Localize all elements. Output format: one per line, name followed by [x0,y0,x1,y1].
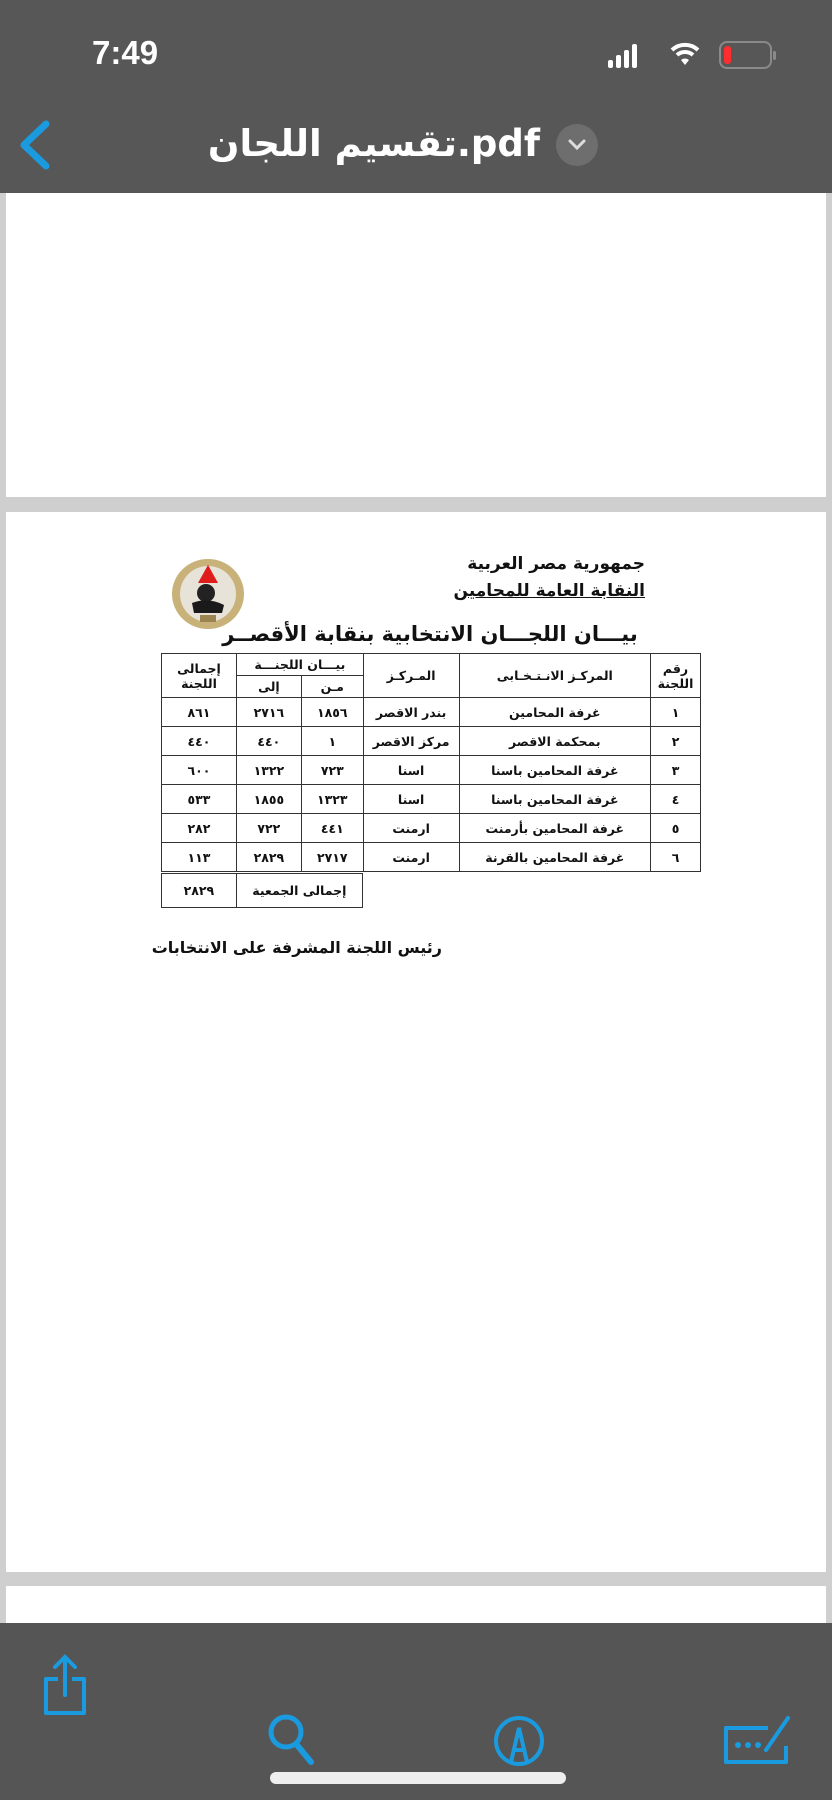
cell-district: اسنا [363,785,459,814]
cell-total: ٨٦١ [162,698,237,727]
grand-total-table [161,873,363,908]
cell-number: ٥ [651,814,701,843]
grand-total-label: إجمالى الجمعية [236,874,362,908]
chevron-down-icon [568,139,586,151]
document-header [454,551,645,605]
share-icon[interactable] [40,1653,90,1717]
cell-to: ٤٤٠ [236,727,301,756]
signal-icon [608,44,637,68]
top-bar [0,0,832,193]
document-title: تقسيم اللجان.pdf [207,122,540,165]
header-district: المـركـز [363,654,459,698]
table-row [162,756,701,785]
cell-district: ارمنت [363,843,459,872]
cell-to: ٢٧١٦ [236,698,301,727]
cell-center: غرفة المحامين [459,698,651,727]
signature-line: رئيس اللجنة المشرفة على الانتخابات [151,938,442,957]
cell-total: ٦٠٠ [162,756,237,785]
cell-from: ٧٢٣ [301,756,363,785]
home-indicator[interactable] [270,1772,566,1784]
cell-from: ٤٤١ [301,814,363,843]
cell-from: ٢٧١٧ [301,843,363,872]
cell-from: ١٣٢٣ [301,785,363,814]
cell-to: ١٣٢٢ [236,756,301,785]
cell-to: ١٨٥٥ [236,785,301,814]
cell-center: غرفة المحامين بأرمنت [459,814,651,843]
cell-district: مركز الاقصر [363,727,459,756]
cell-district: ارمنت [363,814,459,843]
signature-icon[interactable] [722,1712,794,1768]
cell-number: ٣ [651,756,701,785]
pdf-page-3 [6,1586,826,1626]
header-range: بيـــان اللجنـــة [236,654,363,676]
cell-center: غرفة المحامين باسنا [459,785,651,814]
cell-number: ١ [651,698,701,727]
battery-icon [719,41,772,69]
search-icon[interactable] [266,1712,318,1768]
header-from: مـن [301,676,363,698]
table-row [162,843,701,872]
table-row [162,785,701,814]
pdf-page-1 [6,193,826,497]
markup-pen-icon[interactable] [492,1714,546,1768]
cell-center: بمحكمة الاقصر [459,727,651,756]
header-syndicate: النقابة العامة للمحامين [453,581,645,601]
header-center: المركـز الانـتـخـابى [459,654,651,698]
table-row [162,727,701,756]
grand-total-value: ٢٨٢٩ [162,874,237,908]
cell-total: ٢٨٢ [162,814,237,843]
cell-to: ٢٨٢٩ [236,843,301,872]
cell-total: ٤٤٠ [162,727,237,756]
cell-from: ١ [301,727,363,756]
cell-total: ٥٣٣ [162,785,237,814]
header-country: جمهورية مصر العربية [467,554,645,574]
cell-to: ٧٢٢ [236,814,301,843]
cell-district: اسنا [363,756,459,785]
cell-center: غرفة المحامين باسنا [459,756,651,785]
status-time: 7:49 [92,34,159,71]
table-row [162,814,701,843]
back-chevron-icon[interactable] [16,120,52,170]
title-menu-button[interactable] [556,124,598,166]
header-number: رقم اللجنة [651,654,701,698]
header-to: إلى [236,676,301,698]
cell-number: ٢ [651,727,701,756]
bar-association-logo [170,557,246,631]
cell-number: ٦ [651,843,701,872]
table-row [162,698,701,727]
cell-district: بندر الاقصر [363,698,459,727]
cell-total: ١١٣ [162,843,237,872]
committees-table [161,653,701,872]
header-total: إجمالى اللجنة [162,654,237,698]
document-heading: بيـــان اللجـــان الانتخابية بنقابة الأقصــر [222,622,638,646]
cell-from: ١٨٥٦ [301,698,363,727]
cell-center: غرفة المحامين بالقرنة [459,843,651,872]
cell-number: ٤ [651,785,701,814]
wifi-icon [670,40,700,68]
